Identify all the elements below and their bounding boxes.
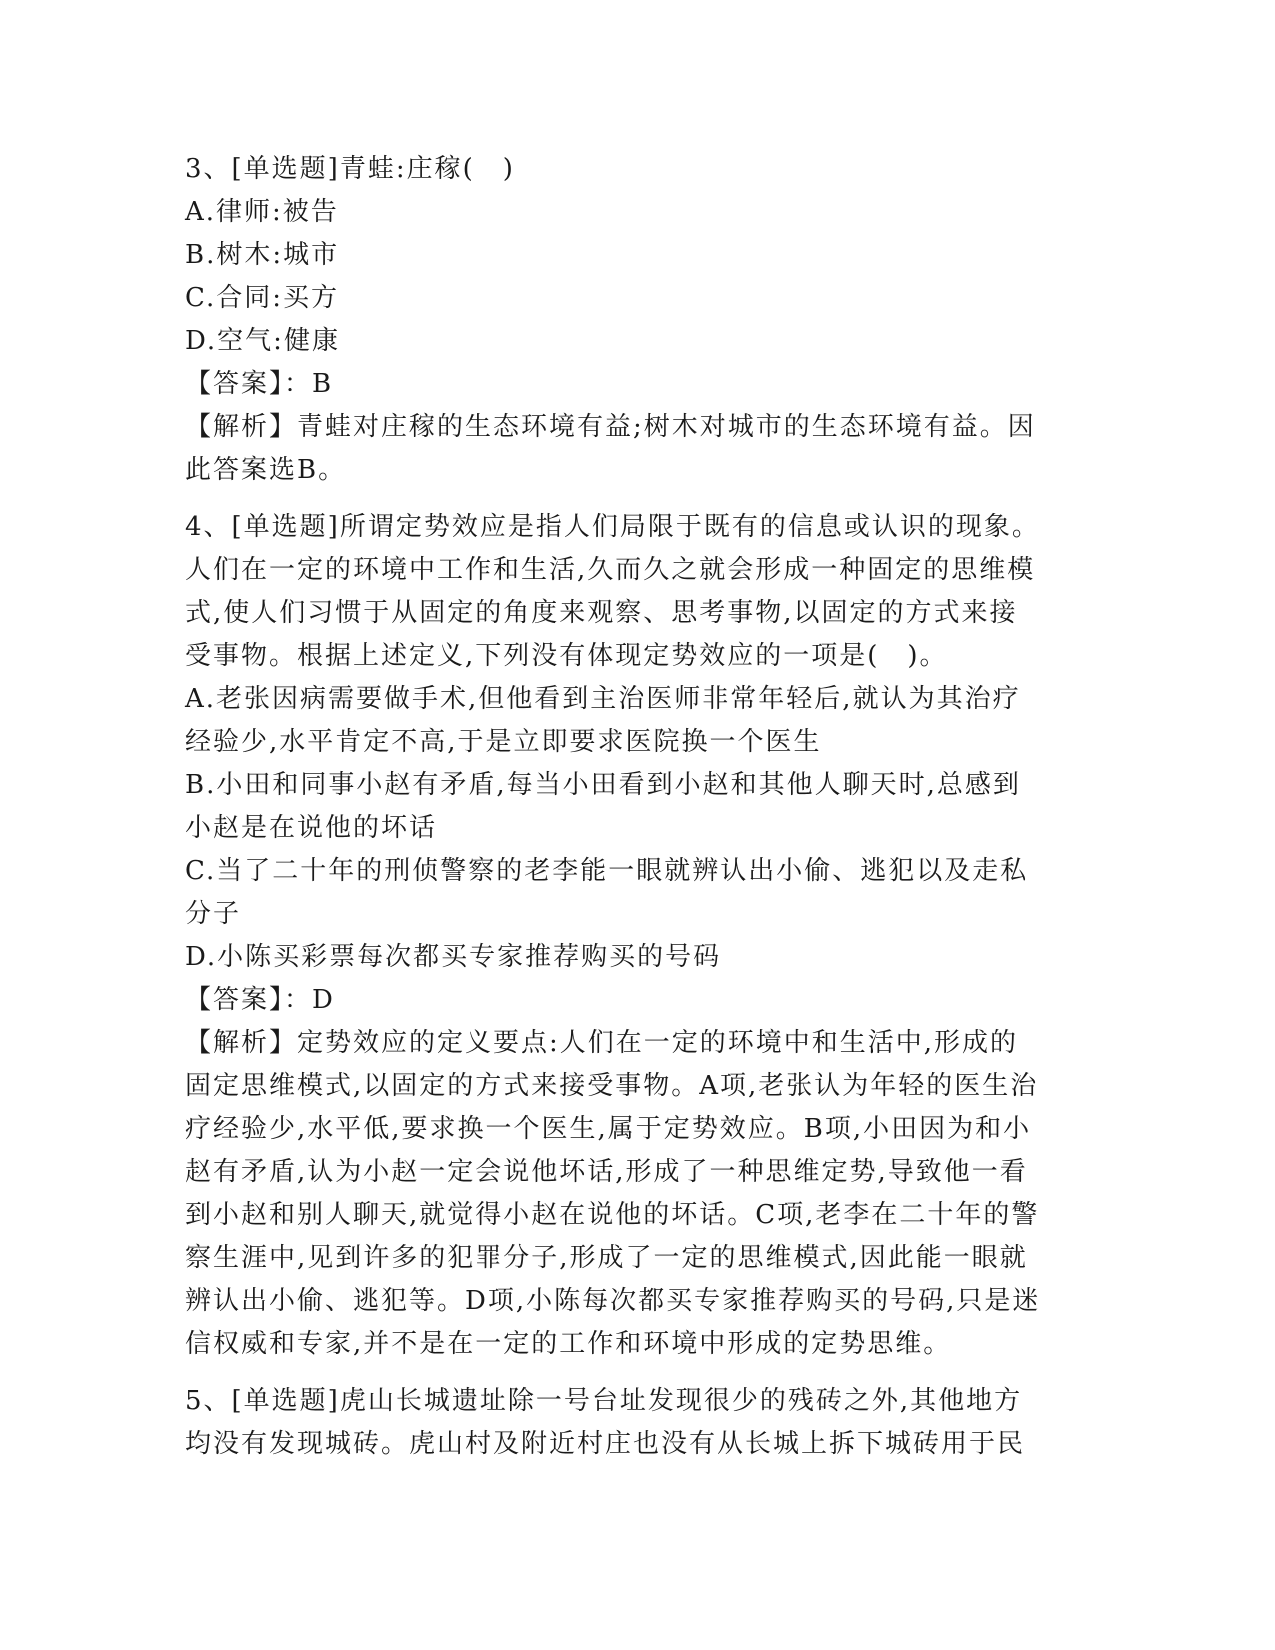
option-d: D.空气:健康 [185,326,340,356]
analysis-line: 【解析】定势效应的定义要点:人们在一定的环境中和生活中,形成的 [185,1028,1019,1058]
analysis-line: 【解析】青蛙对庄稼的生态环境有益;树木对城市的生态环境有益。因 [185,412,1036,442]
option-d: D.小陈买彩票每次都买专家推荐购买的号码 [185,942,722,972]
question-stem: 3、[单选题]青蛙:庄稼( ) [185,154,515,184]
answer: 【答案】：B [185,369,334,399]
question-3 [185,148,1085,492]
question-stem: 4、[单选题]所谓定势效应是指人们局限于既有的信息或认识的现象。 [185,512,1040,542]
analysis-line: 察生涯中,见到许多的犯罪分子,形成了一定的思维模式,因此能一眼就 [185,1243,1028,1273]
option-a-cont: 经验少,水平肯定不高,于是立即要求医院换一个医生 [185,727,822,757]
analysis-line: 到小赵和别人聊天,就觉得小赵在说他的坏话。C项,老李在二十年的警 [185,1200,1040,1230]
question-stem: 式,使人们习惯于从固定的角度来观察、思考事物,以固定的方式来接 [185,598,1018,628]
question-stem: 均没有发现城砖。虎山村及附近村庄也没有从长城上拆下城砖用于民 [185,1429,1026,1459]
option-b: B.树木:城市 [185,240,340,270]
answer: 【答案】：D [185,985,335,1015]
analysis-line: 赵有矛盾,认为小赵一定会说他坏话,形成了一种思维定势,导致他一看 [185,1157,1028,1187]
option-c-cont: 分子 [185,899,242,929]
option-c: C.当了二十年的刑侦警察的老李能一眼就辨认出小偷、逃犯以及走私 [185,856,1029,886]
option-b-cont: 小赵是在说他的坏话 [185,813,438,843]
option-a: A.老张因病需要做手术,但他看到主治医师非常年轻后,就认为其治疗 [185,684,1021,714]
question-stem: 人们在一定的环境中工作和生活,久而久之就会形成一种固定的思维模 [185,555,1036,585]
option-a: A.律师:被告 [185,197,339,227]
question-stem: 受事物。根据上述定义,下列没有体现定势效应的一项是( )。 [185,641,948,671]
analysis-line: 辨认出小偷、逃犯等。D项,小陈每次都买专家推荐购买的号码,只是迷 [185,1286,1041,1316]
option-b: B.小田和同事小赵有矛盾,每当小田看到小赵和其他人聊天时,总感到 [185,770,1021,800]
analysis-line: 固定思维模式,以固定的方式来接受事物。A项,老张认为年轻的医生治 [185,1071,1039,1101]
document-page [185,148,1085,1466]
question-stem: 5、[单选题]虎山长城遗址除一号台址发现很少的残砖之外,其他地方 [185,1386,1023,1416]
analysis-line: 信权威和专家,并不是在一定的工作和环境中形成的定势思维。 [185,1329,952,1359]
question-5 [185,1380,1085,1466]
analysis-line: 疗经验少,水平低,要求换一个医生,属于定势效应。B项,小田因为和小 [185,1114,1032,1144]
analysis-line: 此答案选B。 [185,455,347,485]
question-4 [185,506,1085,1366]
option-c: C.合同:买方 [185,283,339,313]
